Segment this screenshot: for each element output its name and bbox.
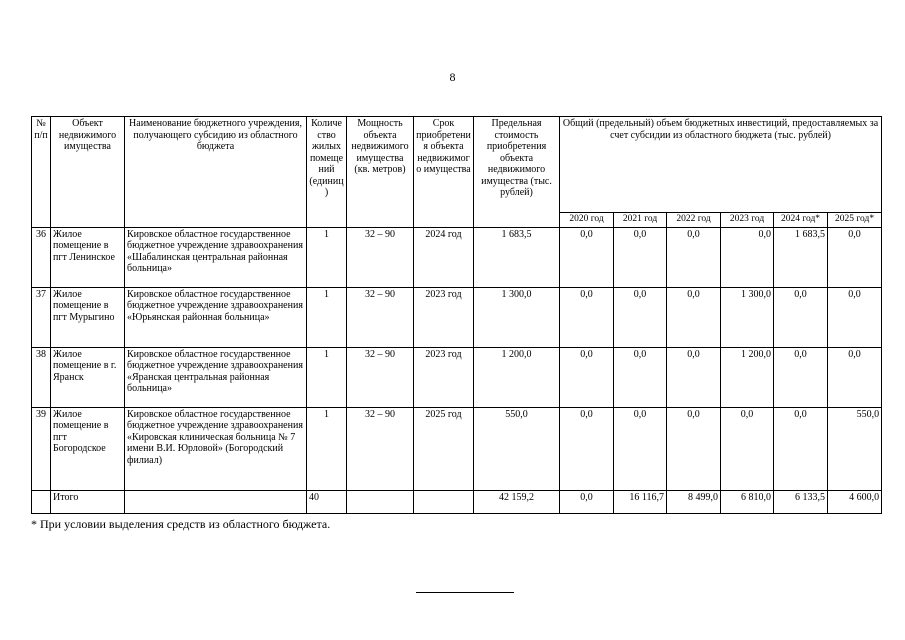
cell-count: 1 bbox=[307, 407, 347, 490]
total-year-value: 6 133,5 bbox=[774, 490, 828, 513]
total-max-cost: 42 159,2 bbox=[474, 490, 560, 513]
separator-line bbox=[416, 592, 514, 593]
cell-capacity: 32 – 90 bbox=[347, 287, 414, 347]
cell-year-value: 0,0 bbox=[667, 407, 721, 490]
cell-year-value: 0,0 bbox=[667, 287, 721, 347]
cell-year-value: 0,0 bbox=[614, 407, 667, 490]
cell-year-value: 1 683,5 bbox=[774, 227, 828, 287]
cell-capacity: 32 – 90 bbox=[347, 227, 414, 287]
cell-year-value: 1 300,0 bbox=[721, 287, 774, 347]
budget-investments-table bbox=[31, 116, 882, 514]
cell-year-value: 550,0 bbox=[828, 407, 882, 490]
cell-object: Жилое помещение в пгт Богородское bbox=[51, 407, 125, 490]
cell-year-value: 0,0 bbox=[774, 347, 828, 407]
header-year: 2022 год bbox=[667, 213, 721, 228]
cell-year-value: 0,0 bbox=[828, 287, 882, 347]
cell-term: 2023 год bbox=[414, 287, 474, 347]
header-term: Срок приобретения объекта недвижимого имущества bbox=[414, 117, 474, 228]
cell-year-value: 0,0 bbox=[774, 287, 828, 347]
cell-year-value: 0,0 bbox=[721, 407, 774, 490]
cell-term-empty bbox=[414, 490, 474, 513]
cell-institution: Кировское областное государственное бюджетное учреждение здравоохранения «Яранская центральная районная больница» bbox=[125, 347, 307, 407]
header-year: 2023 год bbox=[721, 213, 774, 228]
header-year: 2021 год bbox=[614, 213, 667, 228]
cell-max-cost: 1 200,0 bbox=[474, 347, 560, 407]
cell-year-value: 0,0 bbox=[614, 227, 667, 287]
total-year-value: 8 499,0 bbox=[667, 490, 721, 513]
cell-num-empty bbox=[32, 490, 51, 513]
cell-year-value: 0,0 bbox=[614, 347, 667, 407]
cell-num: 36 bbox=[32, 227, 51, 287]
page-number: 8 bbox=[449, 70, 456, 84]
cell-max-cost: 1 300,0 bbox=[474, 287, 560, 347]
cell-year-value: 0,0 bbox=[774, 407, 828, 490]
header-max-cost: Предельная стоимость приобретения объекта недвижимого имущества (тыс. рублей) bbox=[474, 117, 560, 228]
table-row bbox=[32, 227, 882, 287]
cell-year-value: 0,0 bbox=[560, 347, 614, 407]
table-row bbox=[32, 347, 882, 407]
cell-year-value: 0,0 bbox=[721, 227, 774, 287]
cell-institution: Кировское областное государственное бюджетное учреждение здравоохранения «Юрьянская районная больница» bbox=[125, 287, 307, 347]
header-total-volume: Общий (предельный) объем бюджетных инвестиций, предоставляемых за счет субсидии из областного бюджета (тыс. рублей) bbox=[560, 117, 882, 213]
cell-year-value: 1 200,0 bbox=[721, 347, 774, 407]
footnote: * При условии выделения средств из областного бюджета. bbox=[31, 517, 331, 531]
cell-num: 37 bbox=[32, 287, 51, 347]
cell-term: 2024 год bbox=[414, 227, 474, 287]
cell-year-value: 0,0 bbox=[667, 227, 721, 287]
cell-institution: Кировское областное государственное бюджетное учреждение здравоохранения «Шабалинская центральная районная больница» bbox=[125, 227, 307, 287]
header-year: 2024 год* bbox=[774, 213, 828, 228]
cell-capacity-empty bbox=[347, 490, 414, 513]
table-row bbox=[32, 287, 882, 347]
cell-count: 1 bbox=[307, 287, 347, 347]
cell-object: Жилое помещение в пгт Мурыгино bbox=[51, 287, 125, 347]
total-count: 40 bbox=[307, 490, 347, 513]
header-object: Объект недвижимого имущества bbox=[51, 117, 125, 228]
cell-count: 1 bbox=[307, 347, 347, 407]
cell-num: 39 bbox=[32, 407, 51, 490]
cell-object: Жилое помещение в пгт Ленинское bbox=[51, 227, 125, 287]
header-num: № п/п bbox=[32, 117, 51, 228]
cell-term: 2025 год bbox=[414, 407, 474, 490]
total-label: Итого bbox=[51, 490, 125, 513]
cell-count: 1 bbox=[307, 227, 347, 287]
header-row bbox=[32, 117, 882, 213]
total-year-value: 0,0 bbox=[560, 490, 614, 513]
total-year-value: 6 810,0 bbox=[721, 490, 774, 513]
cell-max-cost: 1 683,5 bbox=[474, 227, 560, 287]
cell-year-value: 0,0 bbox=[828, 227, 882, 287]
cell-year-value: 0,0 bbox=[560, 407, 614, 490]
header-year: 2025 год* bbox=[828, 213, 882, 228]
header-capacity: Мощность объекта недвижимого имущества (кв. метров) bbox=[347, 117, 414, 228]
header-year: 2020 год bbox=[560, 213, 614, 228]
table-row bbox=[32, 407, 882, 490]
total-row bbox=[32, 490, 882, 513]
cell-term: 2023 год bbox=[414, 347, 474, 407]
cell-num: 38 bbox=[32, 347, 51, 407]
cell-year-value: 0,0 bbox=[667, 347, 721, 407]
cell-year-value: 0,0 bbox=[828, 347, 882, 407]
cell-institution-empty bbox=[125, 490, 307, 513]
cell-max-cost: 550,0 bbox=[474, 407, 560, 490]
cell-year-value: 0,0 bbox=[614, 287, 667, 347]
cell-object: Жилое помещение в г. Яранск bbox=[51, 347, 125, 407]
cell-institution: Кировское областное государственное бюджетное учреждение здравоохранения «Кировская клиническая больница № 7 имени В.И. Юрловой» (Богородский филиал) bbox=[125, 407, 307, 490]
header-count: Количество жилых помещений (единиц) bbox=[307, 117, 347, 228]
header-institution: Наименование бюджетного учреждения, получающего субсидию из областного бюджета bbox=[125, 117, 307, 228]
cell-capacity: 32 – 90 bbox=[347, 347, 414, 407]
cell-year-value: 0,0 bbox=[560, 287, 614, 347]
cell-capacity: 32 – 90 bbox=[347, 407, 414, 490]
total-year-value: 16 116,7 bbox=[614, 490, 667, 513]
total-year-value: 4 600,0 bbox=[828, 490, 882, 513]
cell-year-value: 0,0 bbox=[560, 227, 614, 287]
